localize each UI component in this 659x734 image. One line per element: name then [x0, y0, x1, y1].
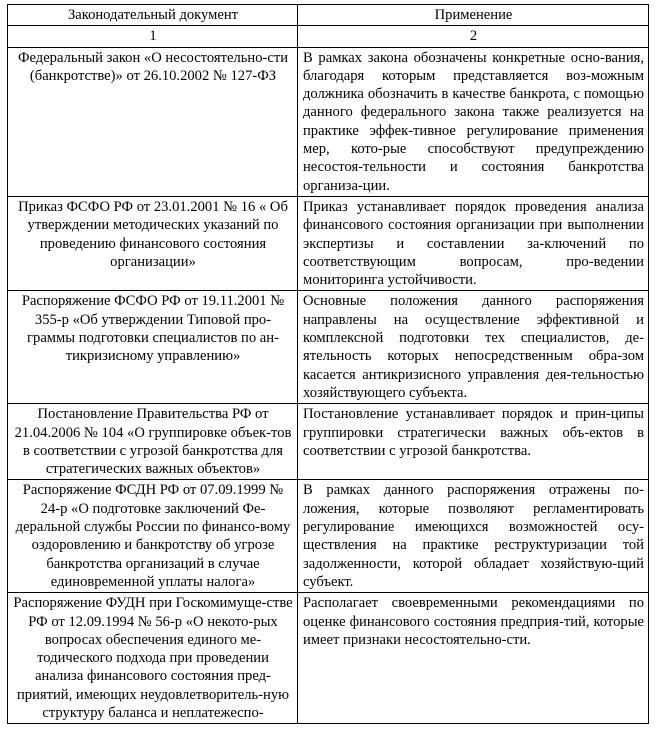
document-text: Приказ ФСФО РФ от 23.01.2001 № 16 « Об утверждении методических указаний по проведению финансового состояния организации»: [18, 198, 288, 270]
document-cell: [8, 593, 298, 724]
document-cell: [8, 291, 298, 404]
document-text: Распоряжение ФСДН РФ от 07.09.1999 № 24-р «О подготовке заключений Фе-деральной службы России по финансо-вому оздоровлению и банкротству об угрозе банкротства организаций в случае единовременной уплаты налога»: [15, 482, 291, 590]
table-row: [8, 404, 649, 480]
application-text: В рамках данного распоряжения отражены по-ложения, которые позволяют регламентировать регулирование имеющихся возможностей осу-ществления на практике реструктуризации той задолженности, которой обладает хозяйствую-щий субъект.: [303, 482, 644, 590]
application-cell: [298, 480, 649, 593]
application-cell: [298, 291, 649, 404]
column-number-application: 2: [298, 26, 649, 47]
application-cell: [298, 404, 649, 480]
application-cell: [298, 47, 649, 196]
table-row: [8, 291, 649, 404]
application-text: Располагает своевременными рекомендациями по оценке финансового состояния предприя-тий, которые имеет признаки несостоятельно-сти.: [303, 595, 644, 648]
application-cell: [298, 196, 649, 290]
table-body: [8, 47, 649, 724]
document-cell: [8, 196, 298, 290]
table-row: [8, 47, 649, 196]
legislation-table: [7, 4, 649, 724]
application-text: Основные положения данного распоряжения направлены на осуществление эффективной и комплексной подготовки тех специалистов, де-ятельность которых непосредственным обра-зом касается антикризисного управления дея-тельностью хозяйствующего субъекта.: [303, 293, 644, 401]
column-number-document: 1: [8, 26, 298, 47]
document-text: Федеральный закон «О несостоятельно-сти (банкротстве)» от 26.10.2002 № 127-ФЗ: [17, 49, 289, 84]
document-text: Постановление Правительства РФ от 21.04.2006 № 104 «О группировке объек-тов в соответствии с угрозой банкротства для стратегических важных объектов»: [14, 406, 292, 478]
table-header: [8, 5, 649, 48]
document-cell: [8, 480, 298, 593]
header-document: Законодательный документ: [8, 5, 298, 26]
table-row: [8, 480, 649, 593]
table-row: [8, 196, 649, 290]
application-text: Постановление устанавливает порядок и прин-ципы группировки стратегически важных объ-ектов в соответствии с угрозой банкротства.: [303, 406, 644, 459]
document-text: Распоряжение ФСФО РФ от 19.11.2001 № 355-р «Об утверждении Типовой про-граммы подготовки специалистов по ан-тикризисному управлению»: [21, 293, 285, 365]
header-row: [8, 5, 649, 26]
header-application: Применение: [298, 5, 649, 26]
application-text: В рамках закона обозначены конкретные осно-вания, благодаря которым представляется воз-можным должника обозначить в качестве банкрота, с помощью данного федерального закона также реализуется на практике эффек-тивное регулирование применения мер, кото-рые способствуют предупреждению несостоя-тельности и состояния банкротства организа-ции.: [303, 49, 644, 194]
application-cell: [298, 593, 649, 724]
document-cell: [8, 47, 298, 196]
application-text: Приказ устанавливает порядок проведения анализа финансового состояния организации при выполнении экспертизы и составлении за-ключений по соответствующим вопросам, про-ведении мониторинга устойчивости.: [303, 198, 644, 289]
document-text: Распоряжение ФУДН при Госкомимуще-стве РФ от 12.09.1994 № 56-р «О некото-рых вопросах обеспечения единого ме-тодического подхода при проведении анализа финансового состояния пред-приятий, имеющих неудовлетворитель-ную структуру баланса и неплатежеспо-: [13, 595, 293, 721]
numbering-row: [8, 26, 649, 47]
table-row: [8, 593, 649, 724]
document-cell: [8, 404, 298, 480]
